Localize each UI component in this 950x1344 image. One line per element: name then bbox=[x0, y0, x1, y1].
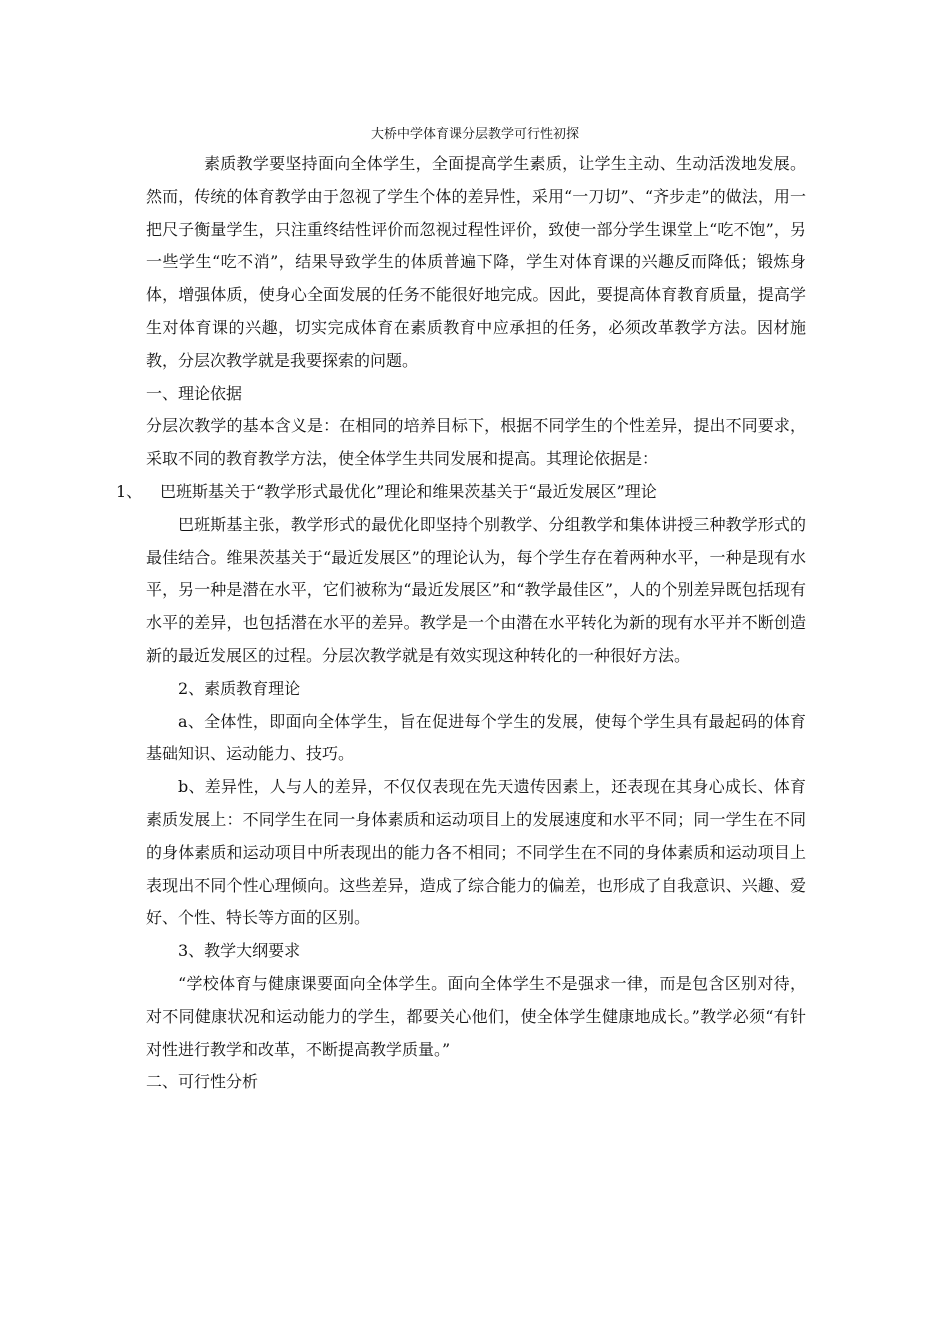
item1-heading-line bbox=[116, 476, 806, 509]
item3-paragraph: “学校体育与健康课要面向全体学生。面向全体学生不是强求一律，而是包含区别对待，对不同健康状况和运动能力的学生，都要关心他们，使全体学生健康地成长。”教学必须“有针对性进行教学和改革，不断提高教学质量。” bbox=[146, 973, 806, 1059]
intro-paragraph: 素质教学要坚持面向全体学生，全面提高学生素质，让学生主动、生动活泼地发展。然而，传统的体育教学由于忽视了学生个体的差异性，采用“一刀切”、“齐步走”的做法，用一把尺子衡量学生，只注重终结性评价而忽视过程性评价，致使一部分学生课堂上“吃不饱”，另一些学生“吃不消”，结果导致学生的体质普遍下降，学生对体育课的兴趣反而降低；锻炼身体，增强体质，使身心全面发展的任务不能很好地完成。因此，要提高体育教育质量，提高学生对体育课的兴趣，切实完成体育在素质教育中应承担的任务，必须改革教学方法。因材施教，分层次教学就是我要探索的问题。 bbox=[146, 154, 806, 370]
item2a-paragraph: a、全体性，即面向全体学生，旨在促进每个学生的发展，使每个学生具有最起码的体育基础知识、运动能力、技巧。 bbox=[146, 711, 806, 764]
item2b-paragraph: b、差异性，人与人的差异，不仅仅表现在先天遗传因素上，还表现在其身心成长、体育素质发展上：不同学生在同一身体素质和运动项目上的发展速度和水平不同；同一学生在不同的身体素质和运动项目中所表现出的能力各不相同；不同学生在不同的身体素质和运动项目上表现出不同个性心理倾向。这些差异，造成了综合能力的偏差，也形成了自我意识、兴趣、爱好、个性、特长等方面的区别。 bbox=[146, 777, 806, 928]
section1-heading: 一、理论依据 bbox=[146, 383, 243, 403]
item1-number: 1、 bbox=[116, 481, 143, 501]
item1-heading: 巴班斯基关于“教学形式最优化”理论和维果茨基关于“最近发展区”理论 bbox=[160, 481, 657, 501]
document-body bbox=[116, 148, 806, 1099]
item2-heading: 2、素质教育理论 bbox=[178, 678, 301, 698]
item3-heading: 3、教学大纲要求 bbox=[178, 941, 301, 961]
section1-paragraph: 分层次教学的基本含义是：在相同的培养目标下，根据不同学生的个性差异，提出不同要求，采取不同的教育教学方法，使全体学生共同发展和提高。其理论依据是： bbox=[146, 416, 806, 469]
section2-heading: 二、可行性分析 bbox=[146, 1072, 259, 1092]
document-title: 大桥中学体育课分层教学可行性初探 bbox=[370, 127, 579, 142]
item1-paragraph: 巴班斯基主张，教学形式的最优化即坚持个别教学、分组教学和集体讲授三种教学形式的最佳结合。维果茨基关于“最近发展区”的理论认为，每个学生存在着两种水平，一种是现有水平，另一种是潜在水平，它们被称为“最近发展区”和“教学最佳区”，人的个别差异既包括现有水平的差异，也包括潜在水平的差异。教学是一个由潜在水平转化为新的现有水平并不断创造新的最近发展区的过程。分层次教学就是有效实现这种转化的一种很好方法。 bbox=[146, 514, 806, 665]
